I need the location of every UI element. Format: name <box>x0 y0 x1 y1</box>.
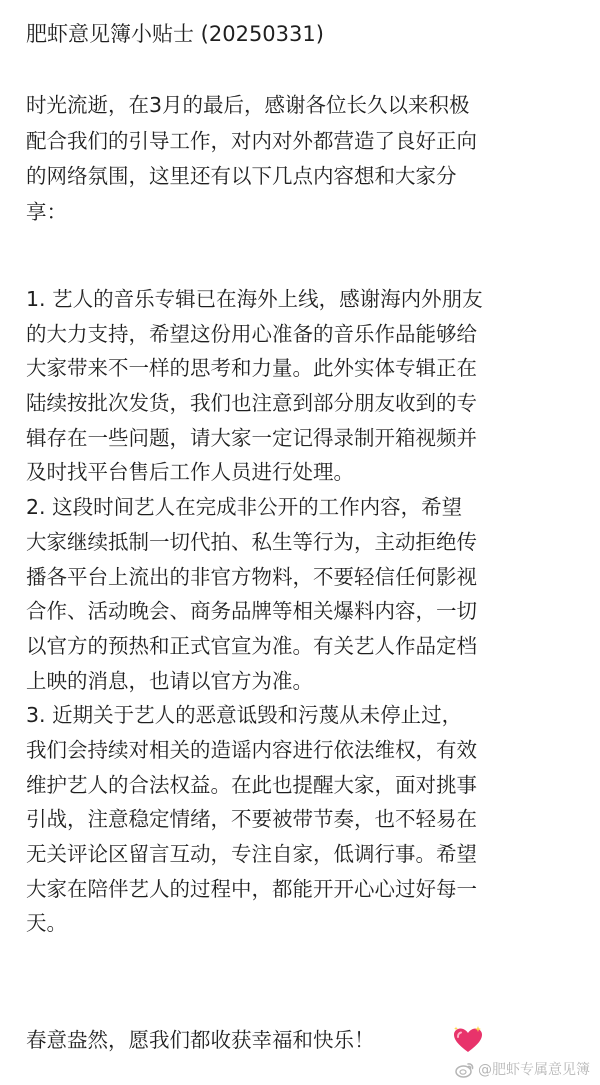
weibo-logo-icon <box>455 1061 475 1078</box>
text-line: 引战，注意稳定情绪，不要被带节奏，也不轻易在 <box>26 807 477 832</box>
text-line: 辑存在一些问题，请大家一定记得录制开箱视频并 <box>26 425 477 450</box>
text-line: 上映的消息，也请以官方为准。 <box>26 668 313 693</box>
text-line: 享： <box>26 199 67 224</box>
text-line: 我们会持续对相关的造谣内容进行依法维权，有效 <box>26 737 477 762</box>
text-line: 大家带来不一样的思考和力量。此外实体专辑正在 <box>26 356 477 381</box>
text-line: 时光流逝，在3月的最后，感谢各位长久以来积极 <box>26 93 470 117</box>
text-line: 3. 近期关于艺人的恶意诋毁和污蔑从未停止过， <box>26 703 463 728</box>
text-line: 大家继续抵制一切代拍、私生等行为，主动拒绝传 <box>26 529 477 554</box>
text-line: 播各平台上流出的非官方物料，不要轻信任何影视 <box>26 564 477 589</box>
text-line: 及时找平台售后工作人员进行处理。 <box>26 460 354 485</box>
notice-items <box>26 282 582 941</box>
watermark-text: @肥虾专属意见簿 <box>478 1062 590 1078</box>
text-line: 无关评论区留言互动，专注自家，低调行事。希望 <box>26 842 477 866</box>
sparkling-heart-icon <box>451 1025 485 1055</box>
text-line: 1. 艺人的音乐专辑已在海外上线，感谢海内外朋友 <box>26 287 483 311</box>
intro-paragraph <box>26 88 582 230</box>
text-line: 的网络氛围，这里还有以下几点内容想和大家分 <box>26 164 457 188</box>
text-line: 天。 <box>26 911 67 936</box>
text-line: 合作、活动晚会、商务品牌等相关爆料内容，一切 <box>26 599 477 624</box>
text-line: 维护艺人的合法权益。在此也提醒大家，面对挑事 <box>26 772 477 797</box>
text-line: 2. 这段时间艺人在完成非公开的工作内容，希望 <box>26 495 463 520</box>
weibo-watermark <box>455 1058 590 1080</box>
post-title: 肥虾意见簿小贴士 (20250331) <box>26 22 324 46</box>
closing-line: 春意盎然，愿我们都收获幸福和快乐！ <box>26 1028 375 1052</box>
text-line: 配合我们的引导工作，对内对外都营造了良好正向 <box>26 128 477 153</box>
text-line: 陆续按批次发货，我们也注意到部分朋友收到的专 <box>26 391 477 416</box>
text-line: 大家在陪伴艺人的过程中，都能开开心心过好每一 <box>26 876 477 901</box>
text-line: 以官方的预热和正式官宣为准。有关艺人作品定档 <box>26 633 477 658</box>
text-line: 的大力支持，希望这份用心准备的音乐作品能够给 <box>26 321 477 346</box>
